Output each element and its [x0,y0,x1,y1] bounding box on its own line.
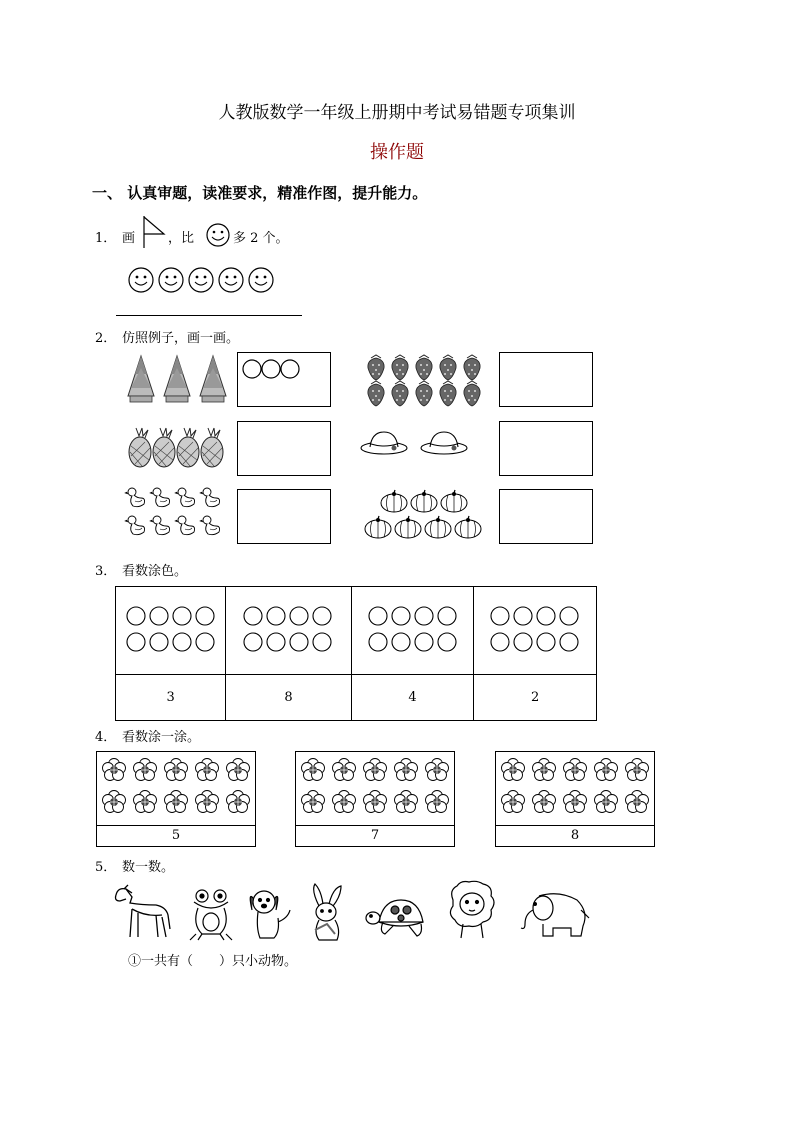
duck-icon [125,486,230,540]
q5-sub1: ①一共有（ ）只小动物。 [128,954,298,969]
number-cell: 2 [474,675,597,721]
number-cell: 4 [351,675,474,721]
q1-number: 1． [95,231,117,246]
smiley-icon [249,268,273,292]
strawberry-icon [365,354,485,406]
turtle-icon [365,896,431,940]
tree-icon [125,354,230,406]
q1-text-compare: ，比 [168,231,195,246]
circle-cell[interactable] [351,587,474,675]
q4-number: 4． [95,730,117,745]
flower-box-number: 5 [97,825,255,846]
q1-text-draw: 画 [122,231,136,246]
pineapple-icon [126,426,226,471]
flower-icon [301,758,453,818]
frog-icon [188,888,236,942]
flower-icon [102,758,254,818]
answer-box[interactable] [499,489,593,544]
q1-text-more: 多 2 个。 [233,231,289,246]
q1-answer-line[interactable] [116,315,302,316]
smiley-row [128,266,278,300]
flower-box[interactable] [295,751,455,847]
circle-cell[interactable] [226,587,352,675]
page-title: 人教版数学一年级上册期中考试易错题专项集训 [218,103,576,123]
flag-icon [140,214,168,250]
q4-text: 看数涂一涂。 [122,730,201,745]
answer-box[interactable] [237,421,331,476]
q3-number: 3． [95,564,117,579]
section-heading: 一、 认真审题，读准要求，精准作图，提升能力。 [92,184,428,202]
smiley-icon [219,268,243,292]
horse-icon [112,885,174,941]
flower-icon [501,758,653,818]
flower-box[interactable] [495,751,655,847]
smiley-icon [129,268,153,292]
dog-icon [248,888,294,944]
page-subtitle: 操作题 [370,142,424,163]
q5-text: 数一数。 [122,860,175,875]
color-table [115,586,597,721]
q3-text: 看数涂色。 [122,564,188,579]
example-box [237,352,331,407]
sheep-icon [447,880,499,942]
hat-icon [360,430,480,462]
smiley-icon [159,268,183,292]
smiley-icon [189,268,213,292]
answer-box[interactable] [237,489,331,544]
smiley-icon [205,222,231,248]
circle-cell[interactable] [116,587,226,675]
flower-box[interactable] [96,751,256,847]
elephant-icon [519,890,591,940]
answer-box[interactable] [499,421,593,476]
q2-number: 2． [95,331,117,346]
answer-box[interactable] [499,352,593,407]
number-cell: 3 [116,675,226,721]
flower-box-number: 8 [496,825,654,846]
q5-number: 5． [95,860,117,875]
circle-cell[interactable] [474,587,597,675]
flower-box-number: 7 [296,825,454,846]
q2-text: 仿照例子，画一画。 [122,331,240,346]
pumpkin-icon [362,490,492,542]
rabbit-icon [305,884,349,944]
number-cell: 8 [226,675,352,721]
